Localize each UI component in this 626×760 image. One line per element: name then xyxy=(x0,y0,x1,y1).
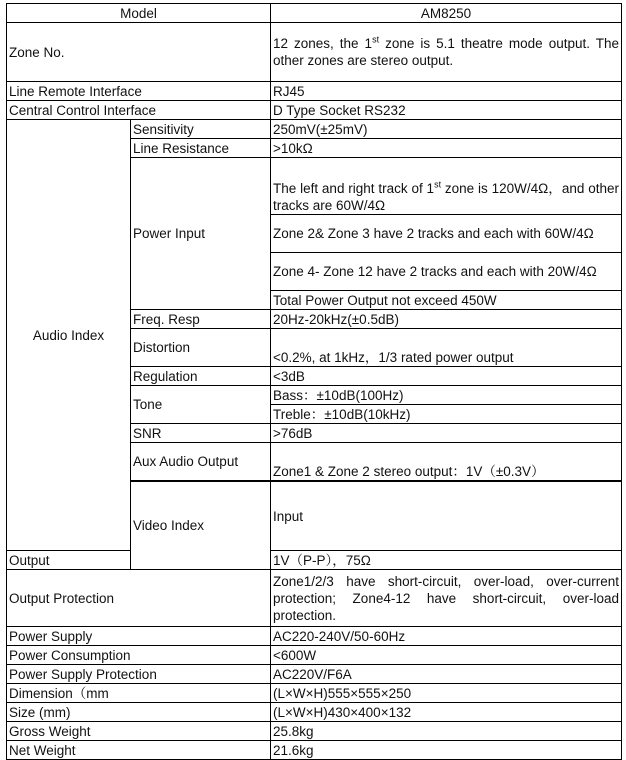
power-input-value-4: Total Power Output not exceed 450W xyxy=(271,291,622,310)
central-control-label: Central Control Interface xyxy=(7,101,271,120)
tone-bass-value: Bass：±10dB(100Hz) xyxy=(271,386,622,405)
table-row xyxy=(7,627,622,646)
table-row xyxy=(7,684,622,703)
output-protection-value: Zone1/2/3 have short-circuit, over-load, over-current protection; Zone4-12 have short-circuit, over-load protection. xyxy=(271,570,622,627)
video-input-label: Input xyxy=(271,482,622,551)
freq-resp-label: Freq. Resp xyxy=(131,310,271,329)
tone-label: Tone xyxy=(131,386,271,424)
table-row xyxy=(7,82,622,101)
power-supply-protection-label: Power Supply Protection xyxy=(7,665,271,684)
distortion-label: Distortion xyxy=(131,329,271,367)
gross-weight-value: 25.8kg xyxy=(271,722,622,741)
line-remote-value: RJ45 xyxy=(271,82,622,101)
zone-no-value: 12 zones, the 1st zone is 5.1 theatre mode output. The other zones are stereo output. xyxy=(271,23,622,82)
header-model-label: Model xyxy=(7,4,271,23)
aux-audio-output-value: Zone1 & Zone 2 stereo output：1V（±0.3V） xyxy=(271,443,622,481)
central-control-value: D Type Socket RS232 xyxy=(271,101,622,120)
table-row xyxy=(7,703,622,722)
table-row xyxy=(7,646,622,665)
dimension-label: Dimension（mm xyxy=(7,684,271,703)
gross-weight-label: Gross Weight xyxy=(7,722,271,741)
table-row xyxy=(7,722,622,741)
video-output-label: Output xyxy=(7,551,131,570)
table-row xyxy=(7,551,622,570)
table-row xyxy=(7,101,622,120)
table-row xyxy=(7,741,622,760)
zone-no-label: Zone No. xyxy=(7,23,271,82)
power-supply-label: Power Supply xyxy=(7,627,271,646)
net-weight-label: Net Weight xyxy=(7,741,271,760)
power-input-value-1: The left and right track of 1st zone is 120W/4Ω，and other tracks are 60W/4Ω xyxy=(271,158,622,215)
table-row xyxy=(7,570,622,627)
table-header-row xyxy=(7,4,622,23)
power-input-value-2: Zone 2& Zone 3 have 2 tracks and each with 60W/4Ω xyxy=(271,215,622,253)
line-resistance-value: >10kΩ xyxy=(271,139,622,158)
size-value: (L×W×H)430×400×132 xyxy=(271,703,622,722)
video-output-value: 1V（P-P），75Ω xyxy=(271,551,622,570)
video-index-label: Video Index xyxy=(131,482,271,570)
table-row xyxy=(7,665,622,684)
power-input-value-3: Zone 4- Zone 12 have 2 tracks and each with 20W/4Ω xyxy=(271,253,622,291)
table-row xyxy=(7,23,622,82)
dimension-value: (L×W×H)555×555×250 xyxy=(271,684,622,703)
snr-label: SNR xyxy=(131,424,271,443)
tone-treble-value: Treble：±10dB(10kHz) xyxy=(271,405,622,424)
distortion-value: <0.2%, at 1kHz，1/3 rated power output xyxy=(271,329,622,367)
spec-table xyxy=(6,3,622,760)
regulation-value: <3dB xyxy=(271,367,622,386)
freq-resp-value: 20Hz-20kHz(±0.5dB) xyxy=(271,310,622,329)
table-row xyxy=(7,120,622,139)
line-remote-label: Line Remote Interface xyxy=(7,82,271,101)
aux-audio-output-label: Aux Audio Output xyxy=(131,443,271,481)
power-consumption-value: <600W xyxy=(271,646,622,665)
sensitivity-value: 250mV(±25mV) xyxy=(271,120,622,139)
snr-value: >76dB xyxy=(271,424,622,443)
sensitivity-label: Sensitivity xyxy=(131,120,271,139)
line-resistance-label: Line Resistance xyxy=(131,139,271,158)
power-supply-protection-value: AC220V/F6A xyxy=(271,665,622,684)
power-consumption-label: Power Consumption xyxy=(7,646,271,665)
power-supply-value: AC220-240V/50-60Hz xyxy=(271,627,622,646)
header-model-value: AM8250 xyxy=(271,4,622,23)
power-input-label: Power Input xyxy=(131,158,271,310)
regulation-label: Regulation xyxy=(131,367,271,386)
output-protection-label: Output Protection xyxy=(7,570,271,627)
audio-index-label: Audio Index xyxy=(7,120,131,551)
size-label: Size (mm) xyxy=(7,703,271,722)
net-weight-value: 21.6kg xyxy=(271,741,622,760)
